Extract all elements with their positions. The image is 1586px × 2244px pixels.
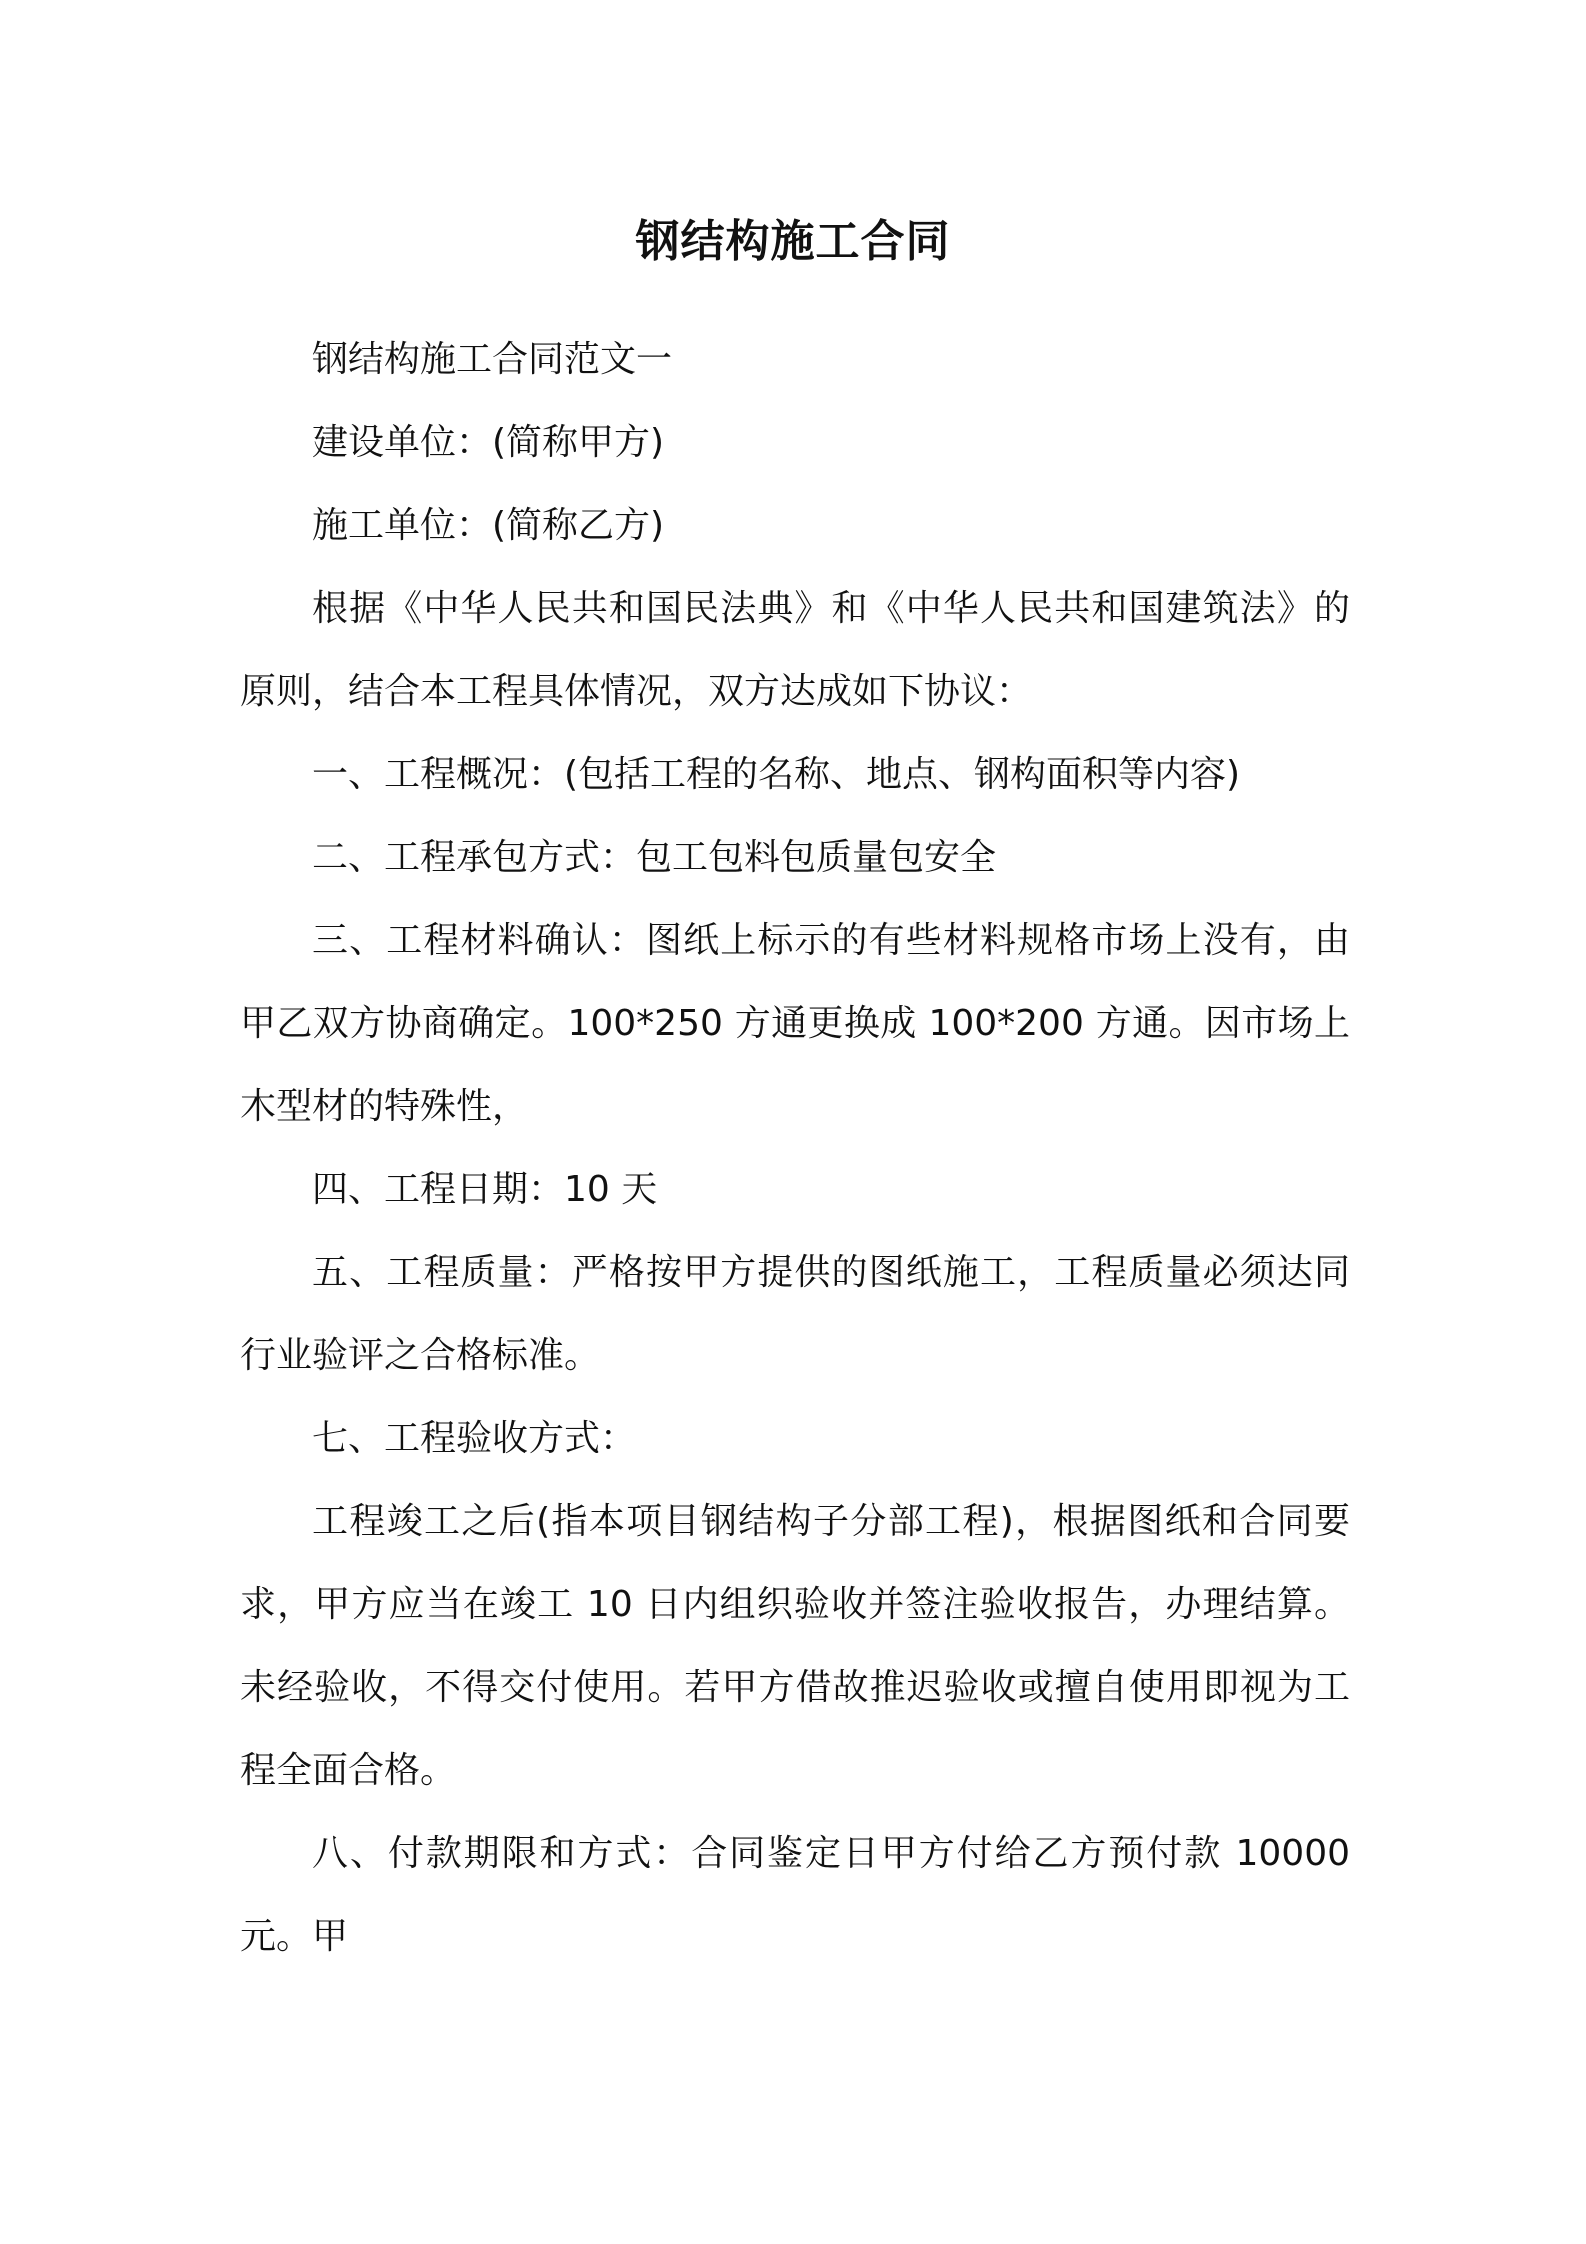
paragraph-subtitle: 钢结构施工合同范文一 [312,339,673,380]
paragraph-clause-4: 四、工程日期：10 天 [312,1169,658,1210]
paragraph-party-b: 施工单位：(简称乙方) [312,505,665,546]
document-body [240,318,1350,1978]
paragraph-clause-1: 一、工程概况：(包括工程的名称、地点、钢构面积等内容) [312,754,1241,795]
paragraph-clause-3: 三、工程材料确认：图纸上标示的有些材料规格市场上没有，由甲乙双方协商确定。100*250 方通更换成 100*200 方通。因市场上木型材的特殊性， [240,920,1350,1127]
paragraph-acceptance: 工程竣工之后(指本项目钢结构子分部工程)，根据图纸和合同要求，甲方应当在竣工 10 日内组织验收并签注验收报告，办理结算。未经验收，不得交付使用。若甲方借故推迟验收或擅自使用即视为工程全面合格。 [240,1501,1350,1791]
paragraph-basis: 根据《中华人民共和国民法典》和《中华人民共和国建筑法》的原则，结合本工程具体情况，双方达成如下协议： [240,588,1350,712]
paragraph-clause-8: 八、付款期限和方式：合同鉴定日甲方付给乙方预付款 10000 元。甲 [240,1833,1350,1957]
paragraph-clause-5: 五、工程质量：严格按甲方提供的图纸施工，工程质量必须达同行业验评之合格标准。 [240,1252,1350,1376]
paragraph-clause-2: 二、工程承包方式：包工包料包质量包安全 [312,837,997,878]
paragraph-party-a: 建设单位：(简称甲方) [312,422,665,463]
document-title: 钢结构施工合同 [635,216,951,267]
paragraph-clause-7: 七、工程验收方式： [312,1418,637,1459]
